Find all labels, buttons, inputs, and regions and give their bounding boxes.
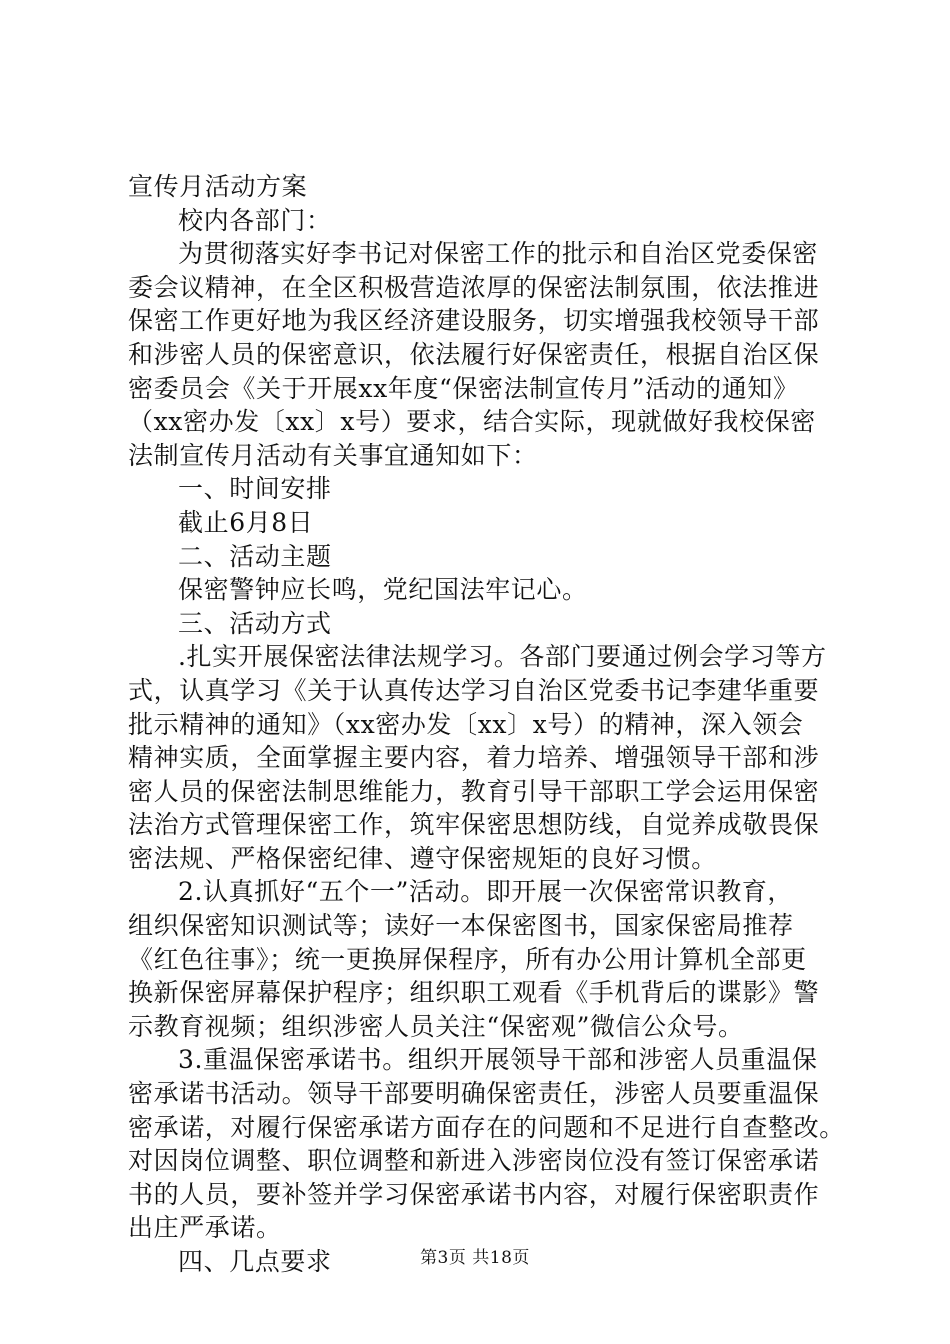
method-item-1: .扎实开展保密法律法规学习。各部门要通过例会学习等方 式，认真学习《关于认真传达学习自治区党委书记李建华重要 批示精神的通知》（xx密办发〔xx〕x号）的精神，深入领会 精神实质，全面掌握主要内容，着力培养、增强领导干部和涉 密人员的保密法制思维能力，教育引导干部职工学会运用保密 法治方式管理保密工作，筑牢保密思想防线，自觉养成敬畏保 密法规、严格保密纪律、遵守保密规矩的良好习惯。 — [128, 642, 827, 873]
section-heading-methods: 三、活动方式 — [178, 608, 332, 638]
method-item-3: 3.重温保密承诺书。组织开展领导干部和涉密人员重温保 密承诺书活动。领导干部要明确保密责任，涉密人员要重温保 密承诺，对履行保密承诺方面存在的问题和不足进行自查整改。 对因岗位调整、职位调整和新进入涉密岗位没有签订保密承诺 书的人员，要补签并学习保密承诺书内容，对履行保密职责作 出庄严承诺。 — [128, 1045, 845, 1243]
section-heading-requirements: 四、几点要求 — [178, 1247, 332, 1276]
document-body — [128, 170, 848, 1279]
salutation: 校内各部门： — [178, 205, 332, 235]
method-item-2: 2.认真抓好“五个一”活动。即开展一次保密常识教育， 组织保密知识测试等；读好一本保密图书，国家保密局推荐 《红色往事》；统一更换屏保程序，所有办公用计算机全部更 换新保密屏幕保护程序；组织职工观看《手机背后的谍影》警 示教育视频；组织涉密人员关注“保密观”微信公众号。 — [128, 877, 820, 1041]
section-body-theme: 保密警钟应长鸣，党纪国法牢记心。 — [178, 575, 588, 605]
section-body-time: 截止6月8日 — [178, 507, 314, 537]
page-number: 第3页 共18页 — [420, 1248, 530, 1268]
intro-paragraph: 为贯彻落实好李书记对保密工作的批示和自治区党委保密 委会议精神，在全区积极营造浓厚的保密法制氛围，依法推进 保密工作更好地为我区经济建设服务，切实增强我校领导干部 和涉密人员的保密意识，依法履行好保密责任，根据自治区保 密委员会《关于开展xx年度“保密法制宣传月”活动的通知》 （xx密办发〔xx〕x号）要求，结合实际，现就做好我校保密 法制宣传月活动有关事宜通知如下： — [128, 239, 820, 470]
section-heading-time: 一、时间安排 — [178, 474, 332, 504]
section-heading-theme: 二、活动主题 — [178, 541, 332, 571]
document-title: 宣传月活动方案 — [128, 172, 308, 201]
